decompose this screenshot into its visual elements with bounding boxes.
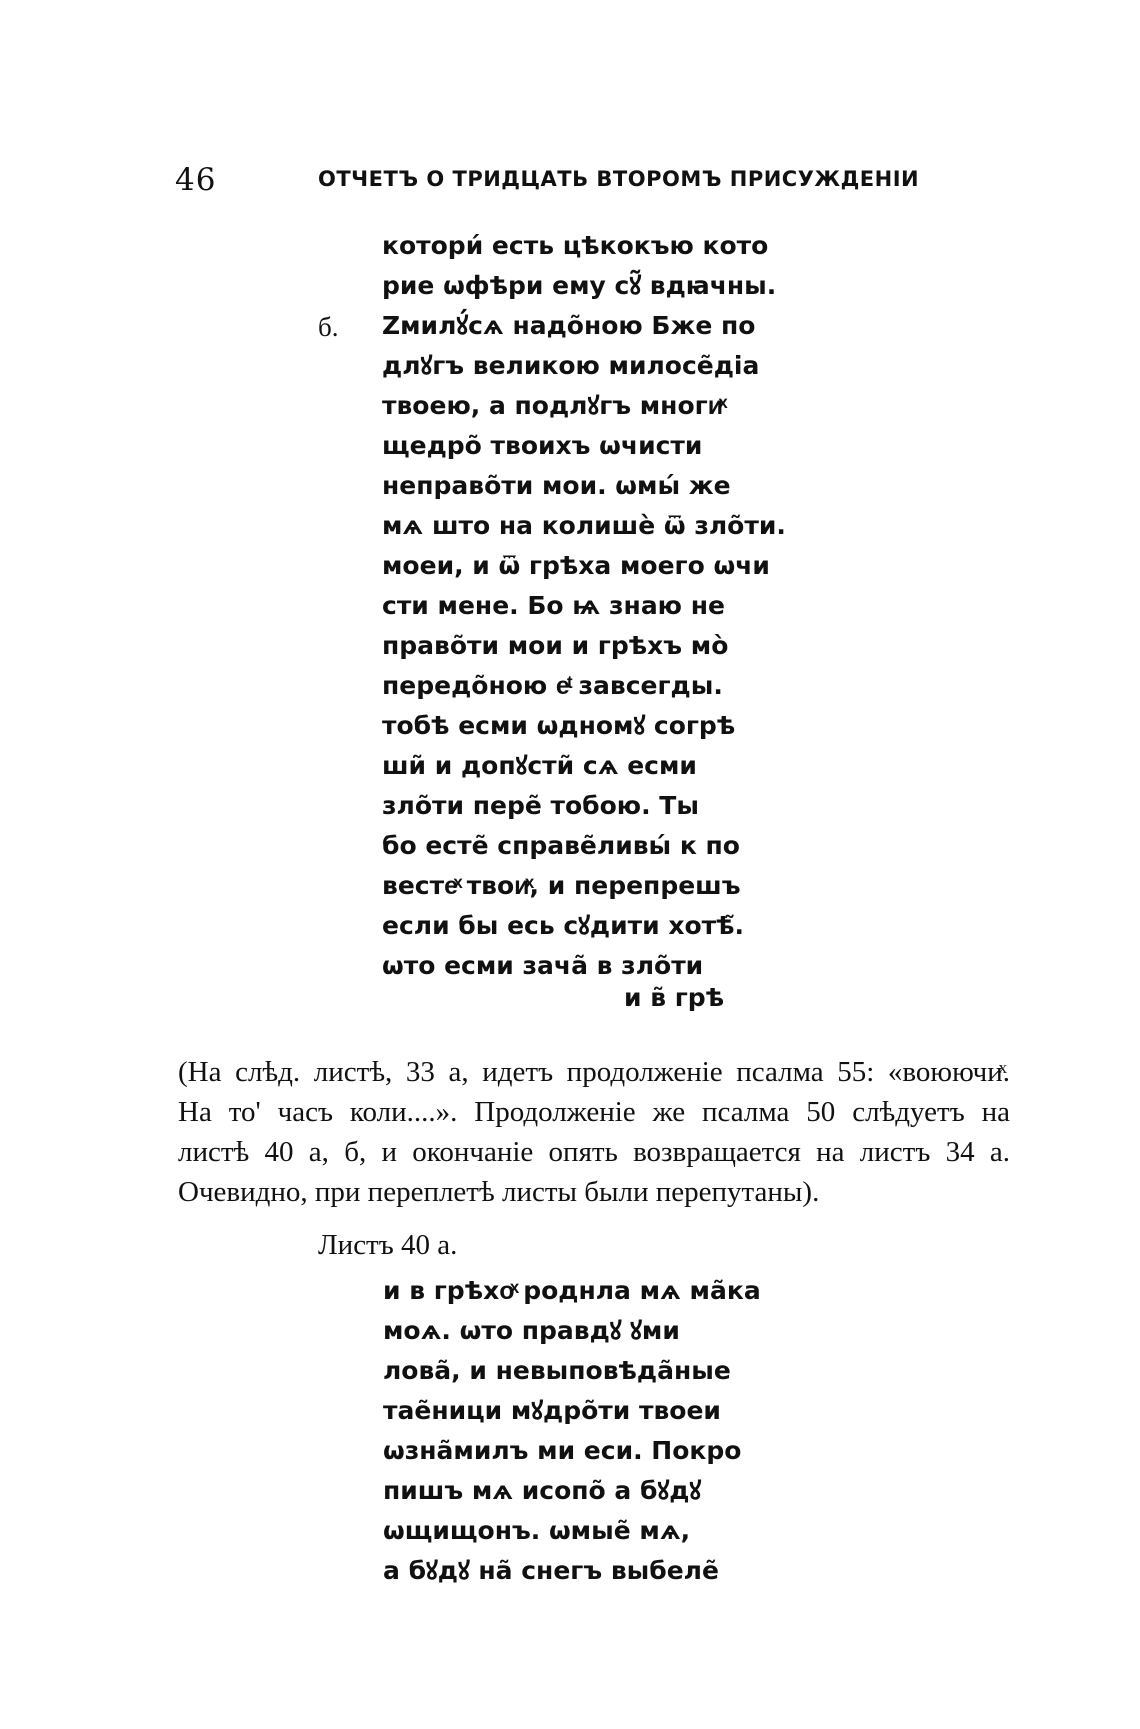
leaf-subheading: Листъ 40 а.: [318, 1229, 458, 1261]
passage-line: передо̃ною еͭ завсегды.: [382, 671, 723, 700]
passage-line: вестеͯ твоиͯ, и перепрешъ: [382, 871, 741, 900]
note-line: Очевидно, при переплетѣ листы были перепутаны).: [178, 1176, 820, 1208]
passage-line: Ζмилꙋ́сѧ надо̃ною Бже по: [382, 311, 756, 340]
passage-line: неправо̃ти мои. ѡмы́ же: [382, 471, 731, 500]
passage-line: тае̃ници мꙋдро̃ти твоеи: [383, 1396, 721, 1425]
passage-line: зло̃ти пере̃ тобою. Ты: [382, 791, 699, 820]
page-number: 46: [175, 162, 217, 198]
passage-line: ши̃ и допꙋсти̃ сѧ есми: [382, 751, 697, 780]
section-marker: б.: [318, 312, 339, 342]
passage-line: бо есте̃ справе̃ливы́ к по: [382, 831, 740, 860]
passage-line: щедро̃ твоихъ ѡчисти: [382, 431, 703, 460]
passage-line: ѡзна̃милъ ми еси. Покро: [383, 1436, 742, 1465]
passage-line: моѧ. ѡто правдꙋ ꙋми: [383, 1316, 680, 1345]
passage-line: ѡщищонъ. ѡмые̃ мѧ,: [383, 1516, 691, 1545]
passage-line: если бы есь сꙋдити хотѣ̃.: [382, 911, 745, 940]
passage-line: мѧ што на колишѐ ѿ зло̃ти.: [382, 511, 786, 540]
passage-line: рие ѡфѣри ему сꙋ̃ вдꙗчны.: [382, 271, 777, 300]
note-line: листѣ 40 а, б, и окончаніе опять возвращается на листъ 34 а.: [178, 1136, 1010, 1168]
passage-line: котори́ есть цѣкокъю кото: [382, 231, 769, 260]
passage-line: пишъ мѧ исопо̃ а бꙋдꙋ: [383, 1476, 702, 1505]
passage-line: сти мене. Бо ѩ знаю не: [382, 591, 725, 620]
passage-line: лова̃, и невыповѣда̃ные: [383, 1356, 731, 1385]
passage-closing-line: и в̃ грѣ: [624, 983, 725, 1012]
passage-line: право̃ти мои и грѣхъ мо̀: [382, 631, 729, 660]
editorial-note: [178, 1052, 1010, 1212]
passage-line: и в грѣхоͯ роднла мѧ ма̃ка: [383, 1276, 761, 1305]
slavonic-passage-1: [382, 226, 786, 986]
note-line: (На слѣд. листѣ, 33 а, идетъ продолженіе псалма 55: «воюючиͯ.: [178, 1056, 1010, 1088]
passage-line: тобѣ есми ѡдномꙋ согрѣ: [382, 711, 736, 740]
slavonic-passage-2: [383, 1271, 761, 1591]
running-head: ОТЧЕТЪ О ТРИДЦАТЬ ВТОРОМЪ ПРИСУЖДЕНІИ: [318, 167, 920, 191]
passage-line: моеи, и ѿ грѣха моего ѡчи: [382, 551, 770, 580]
passage-line: а бꙋдꙋ на̃ снегъ выбеле̃: [383, 1556, 719, 1585]
passage-line: длꙋгъ великою милосе̃діа: [382, 351, 760, 380]
passage-line: твоею, а подлꙋгъ многиͯ: [382, 391, 724, 420]
passage-line: ѡто есми зача̃ в зло̃ти: [382, 951, 704, 980]
note-line: На то' часъ коли....». Продолженіе же псалма 50 слѣдуетъ на: [178, 1096, 1010, 1128]
